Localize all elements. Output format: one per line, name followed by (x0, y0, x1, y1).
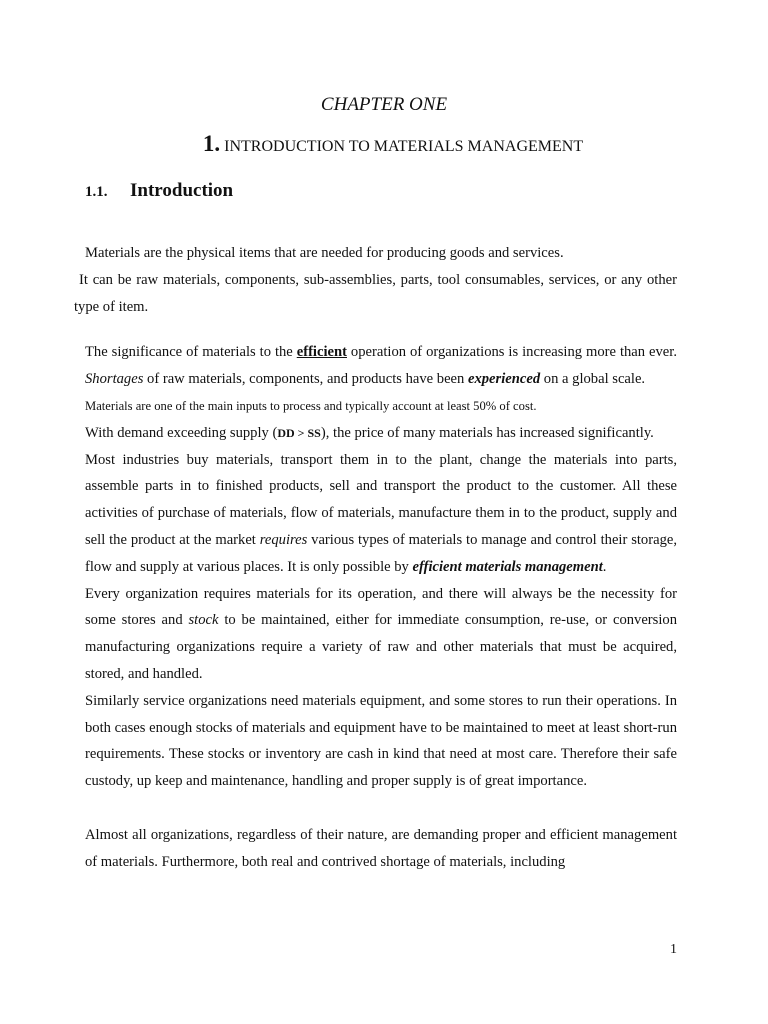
section-heading (0, 130, 768, 161)
paragraph-organization-stock: Every organization requires materials for its operation, and there will always be the necessity for some stores and stock to be maintained, either for immediate consumption, re-use, or conversion manufacturing organizations require a variety of raw and other materials that must be acquired, stored, and handled. (85, 585, 677, 682)
page-number: 1 (670, 942, 677, 957)
section-number: 1. (202, 131, 221, 156)
emphasis-experienced: experienced (467, 371, 541, 388)
emphasis-stock: stock (188, 612, 219, 629)
emphasis-efficient: efficient (296, 344, 347, 361)
emphasis-shortages: Shortages (85, 371, 144, 388)
chapter-title: CHAPTER ONE (320, 94, 448, 115)
paragraph-definition: Materials are the physical items that are needed for producing goods and services. (85, 245, 564, 261)
paragraph-service-organizations: Similarly service organizations need materials equipment, and some stores to run their operations. In both cases enough stocks of materials and equipment have to be maintained to meet at least short-run requirements. These stocks or inventory are cash in kind that need at most care. Therefore their safe custody, up keep and maintenance, handling and proper supply is of great importance. (85, 692, 677, 790)
paragraph-industries: Most industries buy materials, transport them in to the plant, change the materials into parts, assemble parts in to finished products, sell and transport the product to the customer. All these activities of purchase of materials, flow of materials, manufacture them in to the product, supply and sell the product at the market requires various types of materials to manage and control their storage, flow and supply at various places. It is only possible by efficient materials management. (85, 451, 677, 575)
subsection-heading (85, 178, 233, 205)
body-text (74, 240, 677, 876)
dd-ss-label: DD > SS (277, 425, 321, 440)
emphasis-requires: requires (259, 531, 308, 548)
emphasis-efficient-materials-management: efficient materials management (412, 558, 603, 575)
subsection-number: 1.1. (85, 184, 108, 200)
subsection-title: Introduction (130, 180, 234, 201)
paragraph-cost-share: Materials are one of the main inputs to process and typically account at least 50% of cost. (85, 398, 537, 413)
section-title: INTRODUCTION TO MATERIALS MANAGEMENT (224, 138, 584, 155)
paragraph-significance: The significance of materials to the efficient operation of organizations is increasing more than ever. Shortages of raw materials, components, and products have been experienced on a global scale. (85, 344, 677, 388)
paragraph-demand-supply: With demand exceeding supply (DD > SS), the price of many materials has increased significantly. (85, 424, 654, 441)
paragraph-demand-management: Almost all organizations, regardless of their nature, are demanding proper and efficient management of materials. Furthermore, both real and contrived shortage of materials, including (85, 826, 677, 870)
paragraph-material-types: It can be raw materials, components, sub-assemblies, parts, tool consumables, services, or any other type of item. (74, 271, 677, 315)
